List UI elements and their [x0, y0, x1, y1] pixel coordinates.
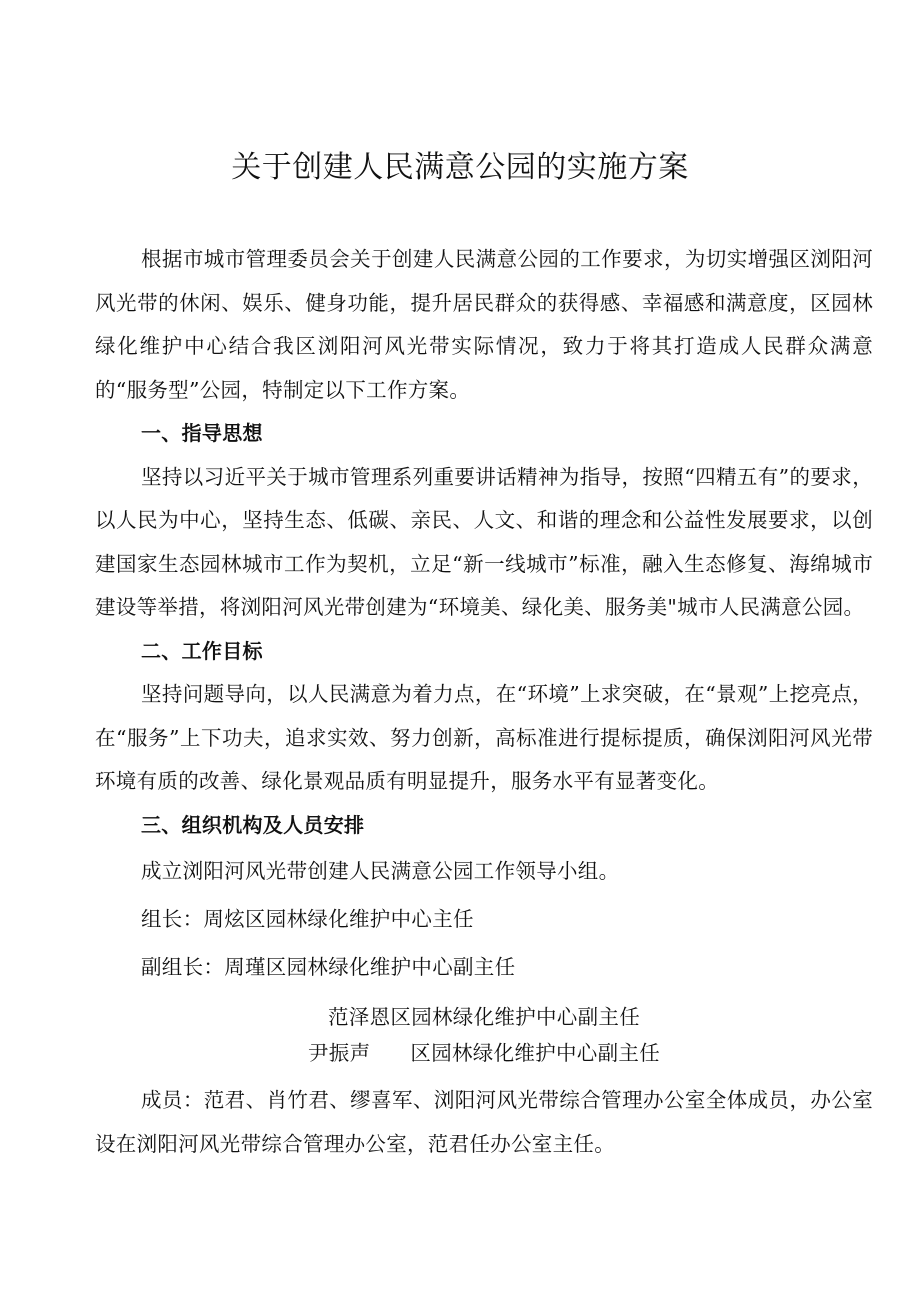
document-title: 关于创建人民满意公园的实施方案 [231, 150, 689, 185]
section-1-heading: 一、指导思想 [141, 421, 263, 445]
leader-line: 组长：周炫区园林绿化维护中心主任 [141, 907, 474, 931]
establish-line: 成立浏阳河风光带创建人民满意公园工作领导小组。 [141, 859, 620, 883]
members-paragraph: 成员：范君、肖竹君、缪喜军、浏阳河风光带综合管理办公室全体成员，办公室设在浏阳河风光带综合管理办公室，范君任办公室主任。 [95, 1088, 873, 1156]
deputy-3-role: 区园林绿化维护中心副主任 [410, 1041, 660, 1065]
document-body [95, 238, 873, 1166]
deputy-2-line: 范泽恩区园林绿化维护中心副主任 [328, 1005, 640, 1029]
deputy-3-line [95, 1035, 873, 1071]
section-3-heading: 三、组织机构及人员安排 [141, 812, 365, 837]
deputy-3-name: 尹振声 [307, 1041, 371, 1065]
section-2-heading: 二、工作目标 [141, 638, 263, 663]
section-1-paragraph: 坚持以习近平关于城市管理系列重要讲话精神为指导，按照“四精五有”的要求，以人民为中心，坚持生态、低碳、亲民、人文、和谐的理念和公益性发展要求，以创建国家生态园林城市工作为契机，立足“新一线城市”标准，融入生态修复、海绵城市建设等举措，将浏阳河风光带创建为“环境美、绿化美、服务美"城市人民满意公园。 [95, 464, 873, 619]
deputy-line: 副组长：周瑾区园林绿化维护中心副主任 [141, 955, 516, 979]
intro-paragraph: 根据市城市管理委员会关于创建人民满意公园的工作要求，为切实增强区浏阳河风光带的休闲、娱乐、健身功能，提升居民群众的获得感、幸福感和满意度，区园林绿化维护中心结合我区浏阳河风光带实际情况，致力于将其打造成人民群众满意的“服务型”公园，特制定以下工作方案。 [95, 247, 873, 402]
section-2-paragraph: 坚持问题导向，以人民满意为着力点，在“环境”上求突破，在“景观”上挖亮点，在“服务”上下功夫，追求实效、努力创新，高标准进行提标提质，确保浏阳河风光带环境有质的改善、绿化景观品质有明显提升，服务水平有显著变化。 [95, 682, 873, 793]
